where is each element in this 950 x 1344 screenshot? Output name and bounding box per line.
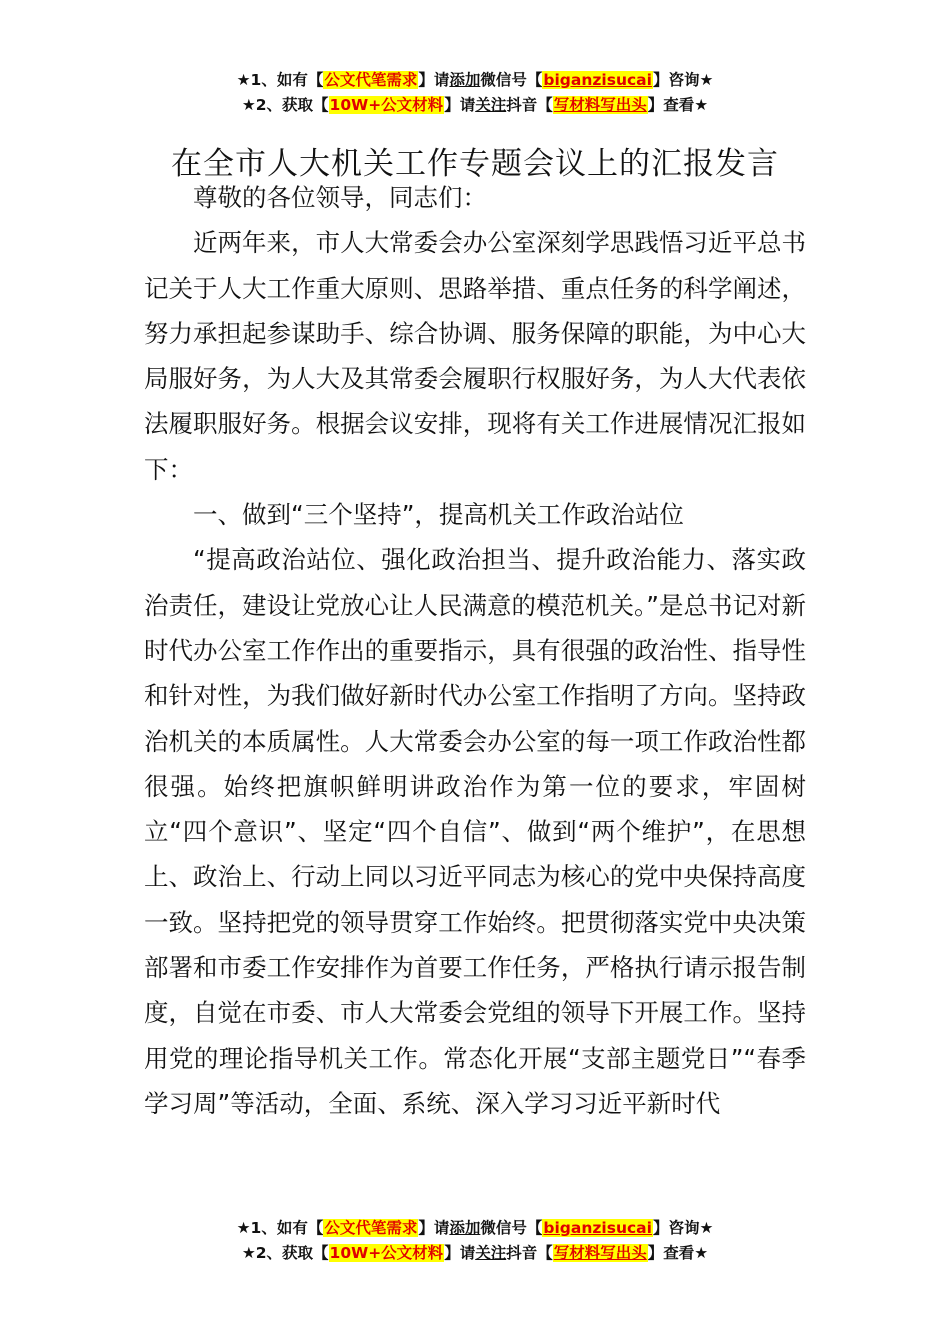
banner-line-1: ★1、如有【公文代笔需求】请添加微信号【biganzisucai】咨询★ <box>236 71 714 89</box>
paragraph-intro: 近两年来，市人大常委会办公室深刻学思践悟习近平总书记关于人大工作重大原则、思路举措、重点任务的科学阐述，努力承担起参谋助手、综合协调、服务保障的职能，为中心大局服好务，为人大及其常委会履职行权服好务，为人大代表依法履职服好务。根据会议安排，现将有关工作进展情况汇报如下： <box>144 228 806 484</box>
footer-banner-line-1: ★1、如有【公文代笔需求】请添加微信号【biganzisucai】咨询★ <box>236 1219 714 1237</box>
paragraph-section-1: “提高政治站位、强化政治担当、提升政治能力、落实政治责任，建设让党放心让人民满意的模范机关。”是总书记对新时代办公室工作作出的重要指示，具有很强的政治性、指导性和针对性，为我们做好新时代办公室工作指明了方向。坚持政治机关的本质属性。人大常委会办公室的每一项工作政治性都很强。始终把旗帜鲜明讲政治作为第一位的要求，牢固树立“四个意识”、坚定“四个自信”、做到“两个维护”，在思想上、政治上、行动上同以习近平同志为核心的党中央保持高度一致。坚持把党的领导贯穿工作始终。把贯彻落实党中央决策部署和市委工作安排作为首要工作任务，严格执行请示报告制度，自觉在市委、市人大常委会党组的领导下开展工作。坚持用党的理论指导机关工作。常态化开展“支部主题党日”“春季学习周”等活动，全面、系统、深入学习习近平新时代 <box>144 545 806 1118</box>
banner-highlight-douyin: 写材料写出头 <box>553 96 647 114</box>
document-title: 在全市人大机关工作专题会议上的汇报发言 <box>171 145 779 182</box>
header-banner <box>0 68 950 118</box>
section-heading-1: 一、做到“三个坚持”，提高机关工作政治站位 <box>193 500 684 530</box>
banner-highlight-wechat: biganzisucai <box>543 71 652 89</box>
banner-highlight-service: 公文代笔需求 <box>324 71 418 89</box>
document-body <box>144 175 806 1126</box>
footer-banner-line-2: ★2、获取【10W+公文材料】请关注抖音【写材料写出头】查看★ <box>241 1244 709 1262</box>
greeting: 尊敬的各位领导，同志们： <box>193 183 487 212</box>
footer-banner <box>0 1216 950 1266</box>
banner-line-2: ★2、获取【10W+公文材料】请关注抖音【写材料写出头】查看★ <box>241 96 709 114</box>
banner-highlight-materials: 10W+公文材料 <box>329 96 444 114</box>
